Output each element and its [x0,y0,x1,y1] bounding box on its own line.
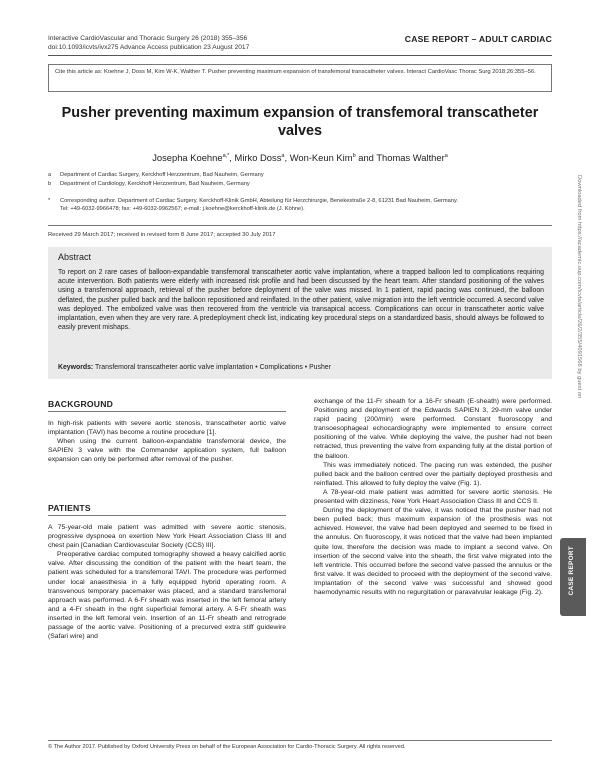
article-category: CASE REPORT – ADULT CARDIAC [404,34,552,44]
section-divider [48,411,286,412]
keywords-label: Keywords: [58,364,94,371]
citation-box: Cite this article as: Koehne J, Doss M, Kim W-K, Walther T. Pusher preventing maximum expansion of transfemoral transcatheter valves. Interact CardioVasc Thorac Surg 2018;26:355–56. [48,64,552,92]
corresponding-author: * Corresponding author. Department of Cardiac Surgery, Kerckhoff-Klinik GmbH, Abteilung für Herzchirurgie, Benekestraße 2-8, 61231 Bad Nauheim, Germany. Tel: +49-6032-9966478; fax: +49-6032-9962567; e-mail: j.koehne@kerckhoff-klinik.de (J. Köhne). [48,198,458,212]
journal-header [48,34,249,52]
article-title: Pusher preventing maximum expansion of transfemoral transcatheter valves [61,105,539,139]
abstract-heading: Abstract [58,252,92,262]
section-tab-label: CASE REPORT [568,546,575,596]
section-heading-background: BACKGROUND [48,399,114,409]
right-column [314,397,552,597]
paragraph: Preoperative cardiac computed tomography showed a heavy calcified aortic valve. After discussing the condition of the patient with the heart team, the patient was scheduled for a transfemoral TAVI. The procedure was performed under local anaesthesia in a fully equipped hybrid operating room. A transvenous temporary pacemaker was placed, and a standard transfemoral approach was performed. A 6-Fr sheath was inserted in the left femoral artery and a 4-Fr sheath in the right superficial femoral artery. A 5-Fr sheath was inserted in the left femoral vein. Insertion of an 11-Fr sheath and retrograde passage of the aortic valve. Positioning of a precurved extra stiff guidewire (Safari wire) and [48,551,286,641]
background-section [48,419,286,464]
paragraph: When using the current balloon-expandable transfemoral device, the SAPIEN 3 valve with the Commander application system, full balloon expansion can only be performed after removal of the pusher. [48,438,286,464]
author-affiliation-mark: a [281,153,285,159]
section-heading-patients: PATIENTS [48,503,91,513]
author-name: Josepha Koehne [152,152,223,164]
corresponding-line: Corresponding author. Department of Cardiac Surgery, Kerckhoff-Klinik GmbH, Abteilung für Herzchirurgie, Benekestraße 2-8, 61231 Bad Nauheim, Germany. [60,198,458,204]
paragraph: exchange of the 11-Fr sheath for a 16-Fr sheath (E-sheath) were performed. Positioning and deployment of the Edwards SAPIEN 3, 29-mm valve under rapid pacing (200/min) were performed. Constant fluoroscopy and transoesophageal echocardiography were implemented to ensure correct positioning of the valve. While deploying the valve, the pusher had not been retracted, thus preventing the valve from expanding fully at the distal portion of the balloon. [314,398,552,460]
journal-doi-line: doi:10.1093/icvts/ivx275 Advance Access publication 23 August 2017 [48,44,250,51]
section-tab [560,538,586,616]
author-name: Mirko Doss [234,152,282,164]
paragraph: This was immediately noticed. The pacing run was extended, the pusher pulled back and the balloon centred over the partially deployed prosthesis and reinflated. This allowed to fully deploy the valve (Fig. 1). [314,461,552,487]
download-watermark: Downloaded from https://academic.oup.com/icvts/article/26/2/355/4091568 by guest on [576,175,582,399]
header-divider [48,55,552,56]
received-dates: Received 29 March 2017; received in revised form 8 June 2017; accepted 30 July 2017 [48,232,276,238]
author-name: Won-Keun Kim [289,152,353,164]
author-list: Josepha Koehne$^{a,*}$, Mirko Doss$^a$, Won-Keun Kim$^b$ and Thomas Walther$^a$ [152,152,448,164]
author-affiliation-mark: a [444,153,448,159]
patients-section [48,523,286,641]
section-divider [48,515,286,516]
author-affiliation-mark: a,* [222,153,230,159]
affiliation-text: Department of Cardiology, Kerckhoff Herzzentrum, Bad Nauheim, Germany [60,181,250,187]
footer-divider [48,740,552,741]
paragraph: In high-risk patients with severe aortic stenosis, transcatheter aortic valve implantation (TAVI) has become a routine procedure [1]. [48,420,286,437]
affiliation [48,181,552,189]
abstract-text: To report on 2 rare cases of balloon-expandable transfemoral transcatheter aortic valve implantation, where a trapped balloon led to complications requiring acute intervention. Both patients were elderly with increased risk profile and had been discussed by the heart team. After standard positioning of the valves using a transfemoral approach, retrieval of the pusher before deployment of the valve was missed. In 1 patient, rapid pacing was continued, the balloon deflated, the pusher pulled back and the balloon repositioned and reinflated. In the other patient, valve migration into the left ventricle occurred. A second valve was deployed. The embolized valve was then recovered from the ventricle via transapical access. Complications can occur in transcatheter aortic valve implantation, even when they are very rare. A predeployment check list, indicating key procedural steps on a standardized basis, should always be followed to easily prevent mishaps. [58,269,544,332]
keywords-text: Transfemoral transcatheter aortic valve implantation • Complications • Pusher [95,364,331,371]
author-affiliation-mark: b [352,153,356,159]
keywords [58,364,331,371]
affiliation-mark: b [48,181,52,187]
affiliation [48,172,552,180]
paragraph: A 78-year-old male patient was admitted for severe aortic stenosis. He presented with dizziness, New York Heart Association Class III and CCS II. [314,488,552,506]
copyright-footer: © The Author 2017. Published by Oxford University Press on behalf of the European Association for Cardio-Thoracic Surgery. All rights reserved. [48,744,406,750]
affiliation-text: Department of Cardiac Surgery, Kerckhoff Herzzentrum, Bad Nauheim, Germany [60,172,264,178]
paragraph: During the deployment of the valve, it was noticed that the pusher had not been pulled back; thus maximum expansion of the prosthesis was not achieved. However, the valve had been deployed and seemed to be fixed in the annulus. On fluoroscopy, it was noticed that the valve had been implanted quite low, therefore the decision was made to implant a second valve. On insertion of the second valve into the sheath, the first valve migrated into the left ventricle. This occurred before the second valve passed the annulus or the first valve. It was decided to proceed with the deployment of the second valve. Implantation of the second valve was successful and showed good haemodynamic results with no regurgitation or paravalvular leakage (Fig. 2). [314,507,552,596]
divider [48,225,552,226]
affiliation-mark: a [48,172,52,178]
paragraph: A 75-year-old male patient was admitted with severe aortic stenosis, progressive dyspnoea on exertion New York Heart Association Class III and chest pain [Canadian Cardiovascular Society (CCS) III]. [48,524,286,550]
author-name: Thomas Walther [376,152,445,164]
journal-citation-line: Interactive CardioVascular and Thoracic Surgery 26 (2018) 355–356 [48,35,248,42]
corresponding-contact: Tel: +49-6032-9966478; fax: +49-6032-9962567; e-mail: j.koehne@kerckhoff-klinik.de (J. Köhne). [60,205,305,212]
